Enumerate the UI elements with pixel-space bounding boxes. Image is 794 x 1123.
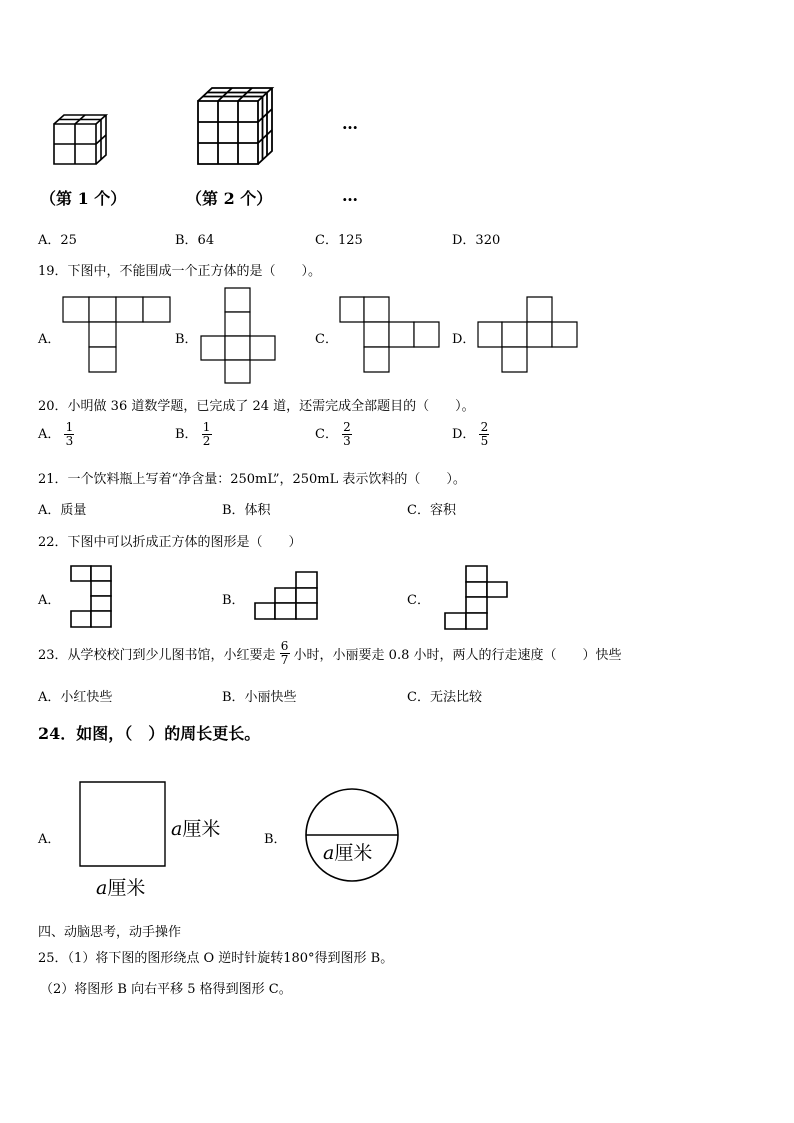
bottom-variable: a <box>96 877 108 899</box>
q20-option-d-fraction <box>479 421 489 448</box>
q20-option-d[interactable] <box>452 421 489 448</box>
q22-net-c <box>444 565 510 633</box>
q24-label-a[interactable]: A． <box>38 832 61 847</box>
q20-option-a[interactable] <box>38 421 74 448</box>
q23-stem-before: 23．从学校校门到少儿图书馆，小红要走 <box>38 648 276 663</box>
q20-stem: 20．小明做 36 道数学题，已完成了 24 道，还需完成全部题目的（ ）。 <box>38 399 475 414</box>
q20-option-c-label: C． <box>315 427 338 442</box>
q18-option-c[interactable]: C．125 <box>315 233 363 248</box>
cube-figure-2 <box>196 86 276 168</box>
q18-option-b[interactable]: B．64 <box>175 233 215 248</box>
square-bottom-label <box>96 873 145 900</box>
q19-stem: 19．下图中，不能围成一个正方体的是（ ）。 <box>38 264 322 279</box>
q24-stem: 24．如图，（ ）的周长更长。 <box>38 724 261 743</box>
numerator: 1 <box>202 420 211 434</box>
numerator: 2 <box>480 420 489 434</box>
q24-circle <box>304 787 400 883</box>
q20-option-b-label: B． <box>175 427 198 442</box>
q19-label-a[interactable]: A． <box>38 332 61 347</box>
section-4-title: 四、动脑思考，动手操作 <box>38 925 182 940</box>
q24-label-b[interactable]: B． <box>264 832 287 847</box>
denominator: 3 <box>65 434 74 448</box>
square-side-label <box>171 814 220 841</box>
q19-label-d[interactable]: D． <box>452 332 476 347</box>
q20-option-b-fraction <box>202 421 212 448</box>
ellipsis-top: … <box>342 114 358 133</box>
q22-label-a[interactable]: A． <box>38 593 61 608</box>
q18-option-a[interactable]: A．25 <box>38 233 77 248</box>
q19-label-b[interactable]: B． <box>175 332 198 347</box>
q23-fraction <box>280 640 290 667</box>
denominator: 5 <box>480 434 489 448</box>
denominator: 7 <box>280 653 289 667</box>
q23-stem <box>38 640 622 667</box>
q20-option-a-fraction <box>64 421 74 448</box>
q18-option-d[interactable]: D．320 <box>452 233 501 248</box>
q19-net-d <box>477 296 579 374</box>
q20-option-b[interactable] <box>175 421 212 448</box>
figure-2-label: （第 2 个） <box>186 189 273 208</box>
q19-net-c <box>339 296 441 374</box>
q22-net-b <box>254 571 320 621</box>
numerator: 2 <box>343 420 351 434</box>
q20-option-c[interactable] <box>315 421 352 448</box>
numerator: 6 <box>280 639 289 653</box>
q21-option-c[interactable]: C．容积 <box>407 503 456 518</box>
q20-option-d-label: D． <box>452 427 476 442</box>
q19-net-a <box>62 296 172 374</box>
cube-figure-1 <box>52 112 112 168</box>
diameter-unit: 厘米 <box>334 842 373 864</box>
q20-option-a-label: A． <box>38 427 61 442</box>
q24-square <box>78 780 168 870</box>
q22-net-a <box>70 565 114 635</box>
q22-label-b[interactable]: B． <box>222 593 245 608</box>
denominator: 2 <box>202 434 211 448</box>
circle-diameter-label <box>323 838 372 865</box>
denominator: 3 <box>343 434 351 448</box>
q23-stem-after: 小时，小丽要走 0.8 小时，两人的行走速度（ ）快些 <box>293 648 622 663</box>
q22-label-c[interactable]: C． <box>407 593 430 608</box>
side-variable: a <box>171 818 183 840</box>
bottom-unit: 厘米 <box>107 877 146 899</box>
q22-stem: 22．下图中可以折成正方体的图形是（ ） <box>38 535 302 550</box>
side-unit: 厘米 <box>182 818 221 840</box>
q23-option-b[interactable]: B．小丽快些 <box>222 690 297 705</box>
q23-option-a[interactable]: A．小红快些 <box>38 690 113 705</box>
diameter-variable: a <box>323 842 335 864</box>
numerator: 1 <box>65 420 74 434</box>
figure-1-label: （第 1 个） <box>40 189 127 208</box>
q21-stem: 21．一个饮料瓶上写着“净含量：250mL”，250mL 表示饮料的（ ）。 <box>38 472 466 487</box>
q19-net-b <box>200 287 278 385</box>
q20-option-c-fraction <box>342 421 352 448</box>
q25-part-1: 25．（1）将下图的图形绕点 O 逆时针旋转180°得到图形 B。 <box>38 951 394 966</box>
ellipsis-bottom: … <box>342 186 358 205</box>
q19-label-c[interactable]: C． <box>315 332 338 347</box>
q23-option-c[interactable]: C．无法比较 <box>407 690 482 705</box>
q25-part-2: （2）将图形 B 向右平移 5 格得到图形 C。 <box>40 982 292 997</box>
q21-option-b[interactable]: B．体积 <box>222 503 271 518</box>
q21-option-a[interactable]: A．质量 <box>38 503 87 518</box>
